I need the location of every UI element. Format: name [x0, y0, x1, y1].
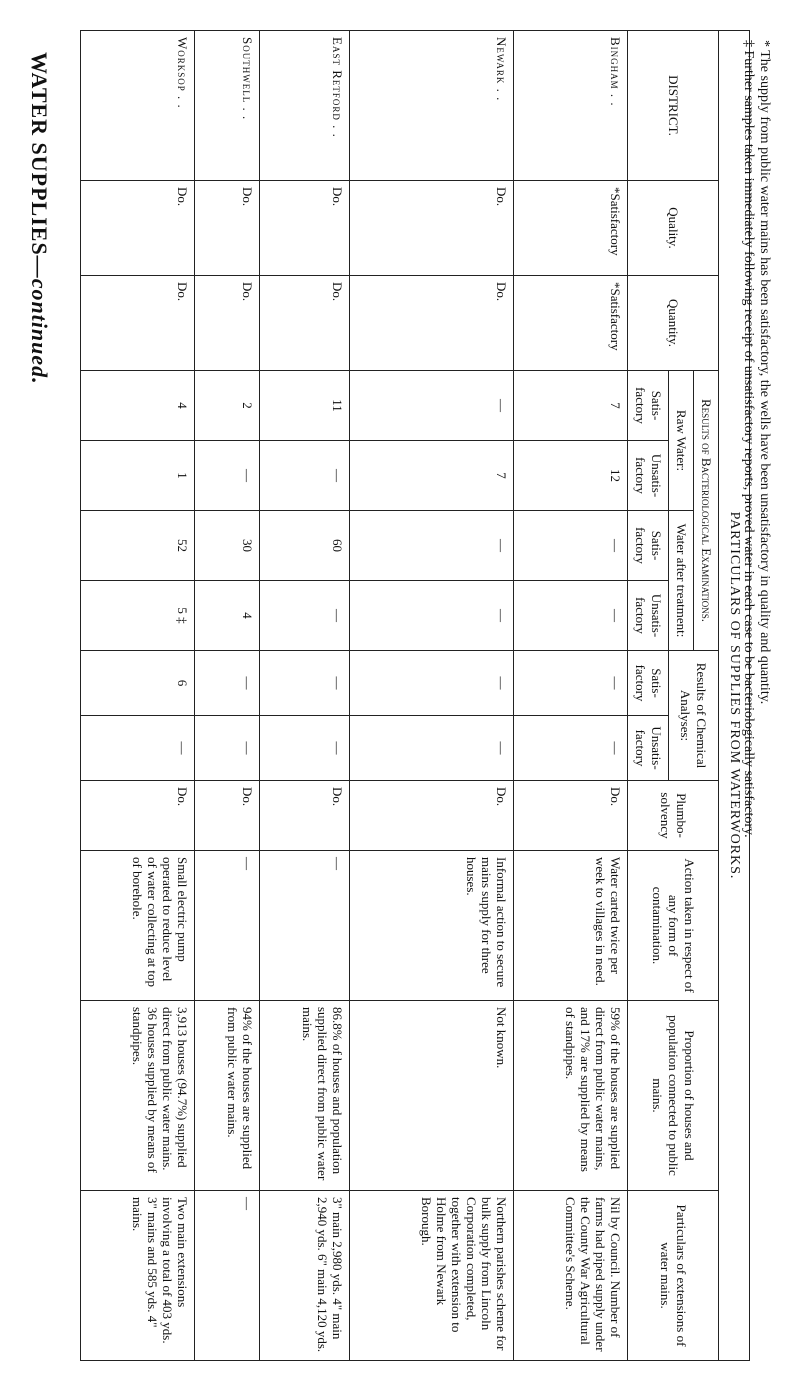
cell-raw-unsat: — — [195, 441, 260, 511]
table-row — [513, 31, 627, 1361]
header-chem-sat: Satis-factory — [628, 651, 669, 716]
cell-plumbo: Do. — [81, 781, 195, 851]
cell-raw-unsat: 1 — [81, 441, 195, 511]
cell-chem-unsat: — — [513, 716, 627, 781]
header-extensions: Particulars of extensions of water mains. — [628, 1191, 719, 1361]
cell-plumbo: Do. — [513, 781, 627, 851]
cell-raw-sat: — — [349, 371, 513, 441]
cell-quantity: *Satisfactory — [513, 276, 627, 371]
cell-treat-sat: 52 — [81, 511, 195, 581]
cell-district: Newark . . — [349, 31, 513, 181]
table-caption: PARTICULARS OF SUPPLIES FROM WATERWORKS. — [719, 31, 750, 1361]
footnote: ‡ Further samples taken immediately following receipt of unsatisfactory reports, proved water in each case to be bacteriologically satisfactory. — [741, 40, 756, 838]
cell-district: Bingham . . — [513, 31, 627, 181]
header-after-treatment: Water after treatment: — [669, 511, 694, 651]
cell-action: Informal action to secure mains supply for three houses. — [349, 851, 513, 1001]
cell-chem-unsat: — — [349, 716, 513, 781]
cell-chem-sat: — — [195, 651, 260, 716]
footnote: * The supply from public water mains has been satisfactory, the wells have been unsatisfactory in quality and quantity. — [757, 40, 772, 705]
cell-extensions: 3" main 2,980 yds. 4" main 2,940 yds. 6" main 4,120 yds. — [260, 1191, 350, 1361]
cell-raw-sat: 2 — [195, 371, 260, 441]
table-row — [260, 31, 350, 1361]
cell-proportion: 59% of the houses are supplied direct from public water mains, and 17% are supplied by means of standpipes. — [513, 1001, 627, 1191]
cell-raw-sat: 11 — [260, 371, 350, 441]
cell-action: — — [260, 851, 350, 1001]
cell-treat-unsat: — — [349, 581, 513, 651]
cell-chem-unsat: — — [81, 716, 195, 781]
page-title-main: WATER SUPPLIES — [27, 52, 52, 256]
cell-proportion: 86.8% of houses and population supplied direct from public water mains. — [260, 1001, 350, 1191]
cell-action: Small electric pump operated to reduce level of water collecting at top of borehole. — [81, 851, 195, 1001]
header-quantity: Quantity. — [628, 276, 719, 371]
header-district: DISTRICT. — [628, 31, 719, 181]
cell-quality: Do. — [81, 181, 195, 276]
cell-treat-unsat: — — [513, 581, 627, 651]
cell-quantity: Do. — [81, 276, 195, 371]
cell-plumbo: Do. — [260, 781, 350, 851]
cell-treat-sat: 30 — [195, 511, 260, 581]
header-treat-unsat: Unsatis-factory — [628, 581, 669, 651]
cell-chem-unsat: — — [195, 716, 260, 781]
cell-extensions: Two main extensions involving a total of 403 yds. 3" mains and 585 yds. 4" mains. — [81, 1191, 195, 1361]
cell-extensions: Nil by Council. Number of farms had piped supply under the County War Agricultural Committee's Scheme. — [513, 1191, 627, 1361]
cell-district: East Retford . . — [260, 31, 350, 181]
cell-raw-sat: 4 — [81, 371, 195, 441]
cell-treat-unsat: 5 ‡ — [81, 581, 195, 651]
cell-treat-sat: 60 — [260, 511, 350, 581]
cell-extensions: — — [195, 1191, 260, 1361]
header-raw-sat: Satis-factory — [628, 371, 669, 441]
cell-district: Worksop . . — [81, 31, 195, 181]
cell-chem-unsat: — — [260, 716, 350, 781]
header-chemical: Results of Chemical Analyses: — [669, 651, 719, 781]
cell-treat-unsat: 4 — [195, 581, 260, 651]
table-row — [81, 31, 195, 1361]
cell-proportion: Not known. — [349, 1001, 513, 1191]
cell-raw-unsat: — — [260, 441, 350, 511]
cell-treat-unsat: — — [260, 581, 350, 651]
header-bacteriological: Results of Bacteriological Examinations. — [694, 371, 719, 651]
cell-quantity: Do. — [260, 276, 350, 371]
cell-plumbo: Do. — [195, 781, 260, 851]
header-plumbo: Plumbo-solvency — [628, 781, 719, 851]
cell-extensions: Northern parishes scheme for bulk supply from Lincoln Corporation completed, together with extension to Holme from Newark Borough. — [349, 1191, 513, 1361]
table-stage — [80, 30, 750, 1360]
cell-raw-sat: 7 — [513, 371, 627, 441]
cell-chem-sat: — — [260, 651, 350, 716]
cell-chem-sat: 6 — [81, 651, 195, 716]
footnotes — [740, 40, 772, 1340]
cell-action: Water carted twice per week to villages in need. — [513, 851, 627, 1001]
cell-district: Southwell . . — [195, 31, 260, 181]
header-action: Action taken in respect of any form of contamination. — [628, 851, 719, 1001]
cell-plumbo: Do. — [349, 781, 513, 851]
cell-proportion: 94% of the houses are supplied from public water mains. — [195, 1001, 260, 1191]
rotated-table-wrapper — [80, 30, 750, 1360]
table-row — [195, 31, 260, 1361]
table-row — [349, 31, 513, 1361]
header-row-1 — [694, 31, 719, 1361]
cell-raw-unsat: 12 — [513, 441, 627, 511]
header-chem-unsat: Unsatis-factory — [628, 716, 669, 781]
header-quality: Quality. — [628, 181, 719, 276]
waterworks-table — [80, 30, 750, 1361]
header-proportion: Proportion of houses and population connected to public mains. — [628, 1001, 719, 1191]
cell-chem-sat: — — [349, 651, 513, 716]
header-raw-water: Raw Water: — [669, 371, 694, 511]
cell-treat-sat: — — [349, 511, 513, 581]
header-treat-sat: Satis-factory — [628, 511, 669, 581]
cell-chem-sat: — — [513, 651, 627, 716]
cell-quality: Do. — [260, 181, 350, 276]
cell-proportion: 3,913 houses (94.7%) supplied direct from public water mains. 36 houses supplied by means of standpipes. — [81, 1001, 195, 1191]
cell-raw-unsat: 7 — [349, 441, 513, 511]
cell-treat-sat: — — [513, 511, 627, 581]
header-raw-unsat: Unsatis-factory — [628, 441, 669, 511]
cell-quantity: Do. — [195, 276, 260, 371]
cell-action: — — [195, 851, 260, 1001]
cell-quality: Do. — [195, 181, 260, 276]
cell-quality: *Satisfactory — [513, 181, 627, 276]
page-title — [26, 52, 52, 385]
cell-quality: Do. — [349, 181, 513, 276]
cell-quantity: Do. — [349, 276, 513, 371]
page-title-suffix: —continued. — [27, 255, 52, 385]
